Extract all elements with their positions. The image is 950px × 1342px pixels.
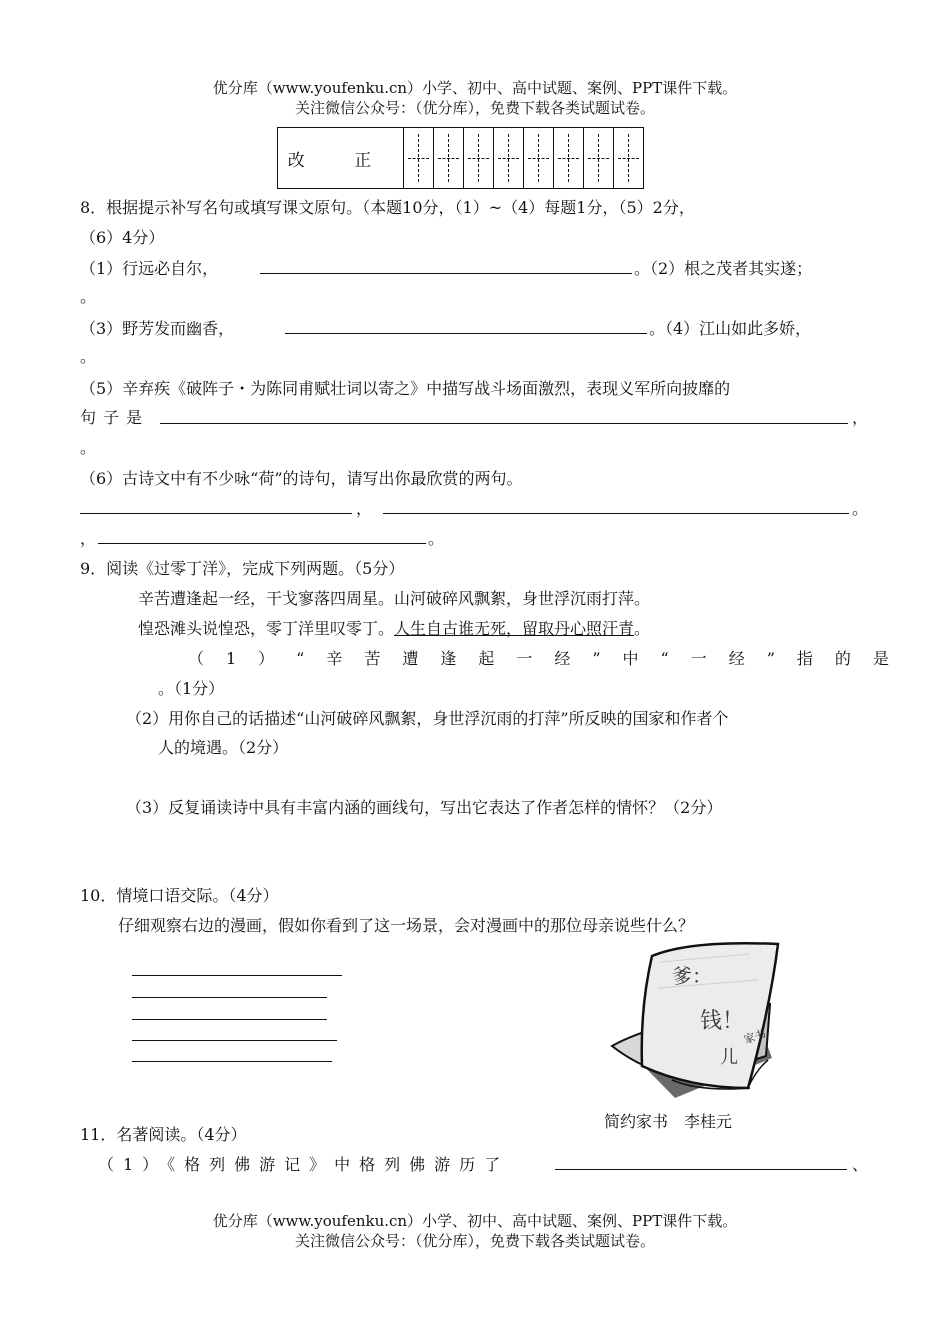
- q8-item6-period2: 。: [428, 529, 445, 548]
- q10-answer-line[interactable]: [132, 1019, 327, 1020]
- q10-prompt: 仔细观察右边的漫画，假如你看到了这一场景，会对漫画中的那位母亲说些什么？: [118, 916, 695, 935]
- correction-cell[interactable]: [494, 128, 524, 189]
- q10-title: 10．情境口语交际。（4分）: [80, 886, 279, 905]
- cartoon-letter-illustration: [600, 938, 785, 1103]
- q9-poem-line-2: [138, 616, 650, 639]
- correction-cell[interactable]: [614, 128, 644, 189]
- q8-item5-prefix: 句子是: [80, 408, 150, 427]
- q9-sub1-end: 。（1分）: [158, 679, 225, 698]
- header-line-1: 优分库（www.youfenku.cn）小学、初中、高中试题、案例、PPT课件下载。: [212, 79, 738, 97]
- q8-item5-comma: ，: [852, 408, 869, 427]
- q11-title: 11．名著阅读。（4分）: [80, 1125, 247, 1144]
- q9-sub1: （1）“辛苦遭逢起一经”中“一经”指的是: [188, 649, 911, 668]
- q8-item6-period: 。: [852, 499, 869, 518]
- header-line-2: 关注微信公众号：（优分库），免费下载各类试题试卷。: [294, 99, 655, 117]
- correction-cell[interactable]: [584, 128, 614, 189]
- cartoon-caption: 简约家书 李桂元: [604, 1112, 733, 1131]
- correction-cell[interactable]: [554, 128, 584, 189]
- q8-item4: 。（4）江山如此多娇，: [649, 319, 812, 338]
- q8-item3: （3）野芳发而幽香，: [80, 319, 235, 338]
- q8-title-2: （6）4分）: [80, 228, 165, 247]
- correction-cell[interactable]: [464, 128, 494, 189]
- q8-title: 8．根据提示补写名句或填写课文原句。（本题10分，（1）~（4）每题1分，（5）2分，: [80, 198, 695, 217]
- q10-answer-line[interactable]: [132, 997, 327, 998]
- q11-sub1: （1）《格列佛游记》中格列佛游历了: [98, 1155, 510, 1174]
- cartoon-text-dad: 爹：: [672, 964, 712, 988]
- q8-answer-line-3[interactable]: [285, 333, 647, 334]
- cartoon-text-son: 儿: [720, 1047, 738, 1068]
- q9-title: 9．阅读《过零丁洋》，完成下列两题。（5分）: [80, 559, 405, 578]
- q8-answer-line-6c[interactable]: [98, 543, 426, 544]
- q8-item2-end: 。: [80, 287, 97, 306]
- q10-answer-line[interactable]: [132, 975, 342, 976]
- q10-answer-line[interactable]: [132, 1061, 332, 1062]
- correction-cell[interactable]: [404, 128, 434, 189]
- q11-answer-line-1[interactable]: [555, 1169, 847, 1170]
- q9-poem-line-2a: 惶恐滩头说惶恐，零丁洋里叹零丁。: [138, 619, 395, 638]
- q8-item4-end: 。: [80, 347, 97, 366]
- footer-line-1: 优分库（www.youfenku.cn）小学、初中、高中试题、案例、PPT课件下载。: [212, 1212, 738, 1230]
- q8-answer-line-1[interactable]: [260, 273, 632, 274]
- q9-sub2: （2）用你自己的话描述“山河破碎风飘絮，身世浮沉雨的打萍”所反映的国家和作者个: [126, 709, 729, 728]
- q8-item6-comma2: ，: [80, 529, 97, 548]
- q8-item5: （5）辛弃疾《破阵子・为陈同甫赋壮词以寄之》中描写战斗场面激烈，表现义军所向披靡的: [80, 379, 731, 398]
- q8-item2: 。（2）根之茂者其实遂；: [634, 259, 813, 278]
- q9-poem-line-1: 辛苦遭逢起一经，干戈寥落四周星。山河破碎风飘絮，身世浮沉雨打萍。: [138, 589, 651, 608]
- q11-sub1-sep: 、: [852, 1155, 869, 1174]
- q8-answer-line-6a[interactable]: [80, 513, 352, 514]
- q8-item6: （6）古诗文中有不少咏“荷”的诗句，请写出你最欣赏的两句。: [80, 469, 523, 488]
- cartoon-text-money: 钱！: [700, 1009, 745, 1034]
- q8-item1: （1）行远必自尔，: [80, 259, 219, 278]
- footer-line-2: 关注微信公众号：（优分库），免费下载各类试题试卷。: [294, 1232, 655, 1250]
- q9-poem-underlined: 人生自古谁无死，留取丹心照汗青: [394, 619, 635, 638]
- q9-poem-line-2c: 。: [634, 619, 651, 638]
- correction-label: 改 正: [278, 128, 404, 189]
- correction-table: [277, 127, 644, 189]
- cartoon-text-stamp: 家书: [742, 1027, 768, 1047]
- q8-item5-end: 。: [80, 438, 97, 457]
- correction-cell[interactable]: [434, 128, 464, 189]
- q8-answer-line-6b[interactable]: [383, 513, 849, 514]
- correction-cell[interactable]: [524, 128, 554, 189]
- q8-answer-line-5[interactable]: [160, 423, 848, 424]
- q9-sub2-end: 人的境遇。（2分）: [158, 738, 289, 757]
- q10-answer-line[interactable]: [132, 1040, 337, 1041]
- q9-sub3: （3）反复诵读诗中具有丰富内涵的画线句，写出它表达了作者怎样的情怀？（2分）: [126, 798, 723, 817]
- q8-item6-comma: ，: [356, 499, 373, 518]
